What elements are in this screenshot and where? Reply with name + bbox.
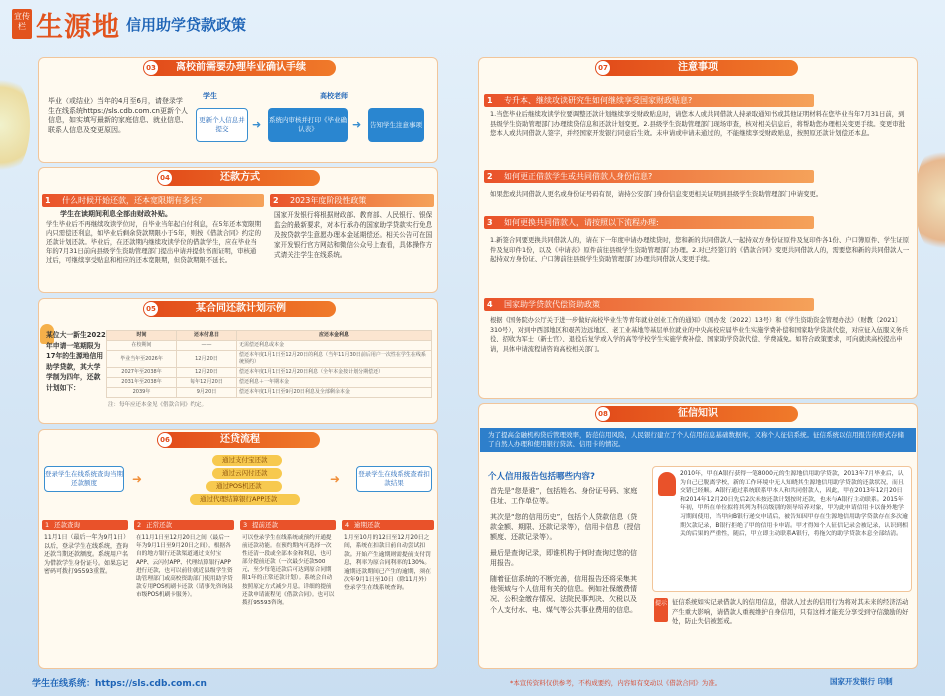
note4-header: 4 国家助学贷款代偿资助政策 (484, 298, 814, 311)
notify-student-box: 告知学生注意事项 (368, 108, 424, 142)
section-03-header: 03 离校前需要办理毕业确认手续 (146, 60, 336, 76)
arrow-icon: ➜ (252, 118, 262, 131)
section-05-header: 05 某合同还款计划示例 (146, 301, 336, 317)
step-early-header: 3 提前还款 (240, 520, 336, 530)
credit-question: 个人信用报告包括哪些内容? (488, 472, 595, 482)
credit-bullet: 其次是“您的信用历史”，包括个人贷款信息（贷款金额、期限、还款记录等），信用卡信息（授信额度、还款记录等）。 (490, 513, 641, 542)
printer-credit: 国家开发银行 印制 (830, 677, 893, 686)
brand-title: 生源地 (36, 11, 120, 43)
credit-bullet: 最后是查询记录，即谁机构于何时查询过您的信用报告。 (490, 549, 637, 568)
pay-unionpay: 通过云闪付还款 (212, 468, 282, 479)
pay-pos: 通过POS机还款 (206, 481, 282, 492)
step-early-text: 可以登录学生在线系统或预约开通提前还款功能。在预约期内可选择一次性还清一段或全部本金和利息，也可部分提前还款（一次最少还款500元，至少每笔还款后可达到原合同期限1年的正常还款计划）。系统会自动按照原定方式减少月息。详细的提前还款申请流程见《借款合同》。也可以拨打95593咨询。 (242, 535, 335, 606)
note1-header: 1 专升本、继续攻读研究生如何继续享受国家财政贴息? (484, 94, 814, 107)
subtitle: 信用助学贷款政策 (126, 15, 247, 34)
tag-badge: 宣传栏 (12, 9, 32, 39)
table-header: 应还本金利息 (237, 331, 432, 341)
section-04-header: 04 还款方式 (160, 170, 320, 186)
section-03-text: 毕业（或结业）当年的4月至6月，请登录学生在线系统https://sls.cdb.com.cn更新个人信息，如实填写最新的家庭信息、就业信息、联系人信息及变更原因。 (48, 97, 188, 134)
policy-2023-text: 国家开发银行将根据财政部、教育部、人民银行、银保监会的最新要求，对本行承办的国家助学贷款实行免息及按贷款学生意愿办理本金延期偿还。相关公告可在国家开发银行官方网站和微信公众号上查看，具体操作方式请关注学生在线系统。 (274, 211, 433, 259)
repay-start-bold: 学生在读期间利息全部由财政补贴。 (60, 210, 172, 218)
table-header: 还本付息日 (177, 331, 237, 341)
arrow-icon: ➜ (330, 472, 341, 486)
query-amount-box: 登录学生在线系统查询当期还款额度 (44, 466, 124, 492)
tip-badge: 提示 (654, 598, 668, 622)
policy-2023-header: 2 2023年度阶段性政策 (270, 194, 434, 207)
case-text: 2010年，甲在A银行获得一笔8000元的生源地信用助学贷款，2013年7月毕业后，认为自己已脱离学校，新的工作环境中无人知晓其生源地信用助学贷款的还款状况，而且交错已经顺。A银行通过系统联系甲本人和共同借款人，因此，甲在2013年12月20日和2014年12月20日先后2次未按还款计划按时还款，也未与A银行主动联系。2015年年初，甲所在单位拟将其列为科员级别的领导培养对象，甲为此申请信用卡以备外地学习期间使用，当甲向B银行递交申请后，被告知因甲存在生源地信用助学贷款存在多次逾期欠款记录，B银行拒绝了甲的信用卡申请。甲才得知个人征信记录会被记录，认识到相关的后果的严重性，随后，甲立即主动联系A银行，将拖欠的助学贷款本息全部结清。 (680, 471, 908, 538)
pay-bank-app: 通过代理结算银行APP还款 (190, 494, 300, 505)
step-normal-text: 在11月1日至12月20日之间（最后一年为9月1日至9月20日之间），根据各自的地方银行还款渠道通过支付宝APP、云闪付APP、代理结算银行APP进行还款，也可以前往就近县级学生资助管理部门或高校资助部门使用助学贷款专用POS机刷卡还款（请事先咨询县市级POS机刷卡服务）。 (136, 535, 233, 599)
example-intro: 某位大一新生2022年申请一笔期限为17年的生源地信用助学贷款，其大学学制为四年，还款计划如下： (46, 331, 106, 392)
step-query-text: 11月1日（最后一年为9月1日）以后，登录学生在线系统，查询还款当期还款额度。系统用户名为借款学生身份证号。如果忘记密码可拨打95593重置。 (44, 534, 129, 576)
section-07-header: 07 注意事项 (598, 60, 798, 76)
table-row: 2039年 9月20日 偿还本年度1月1日至9月20日利息及全部剩余本金 (107, 388, 432, 398)
update-info-box: 更新个人信息并提交 (196, 108, 248, 142)
repay-start-header: 1 什么时候开始还款，还本宽限期有多长? (42, 194, 264, 207)
page-title (12, 6, 246, 42)
disclaimer: *本宣传资料仅供参考，不构成要约，内容如有变动以《借款合同》为准。 (510, 679, 722, 687)
review-print-box: 系统内审核并打印《毕业确认表》 (268, 108, 348, 142)
tip-text: 征信系统如实记录借款人的信用信息，借款人过去的信用行为将对其未来的经济活动产生重大影响，请借款人重视维护自身信用，只有这样才能充分享受到守信激励的好处，防止失信被惩戒。 (672, 598, 909, 626)
table-row: 2031年至2038年 每年12月20日 偿还利息＋一年期本金 (107, 378, 432, 388)
section-06-header: 06 还贷流程 (160, 432, 320, 448)
table-header: 时间 (107, 331, 177, 341)
step-query-header: 1 还款查询 (42, 520, 128, 530)
credit-bullet: 随着征信系统的不断完善，信用报告还将采集其他领域与个人信用有关的信息。例如社保缴费情况、公积金缴存情况、法院民事判决、欠税以及个人支付水、电、煤气等公共事业费用的信息。 (490, 575, 637, 614)
note2-text: 如果您或共同借款人更名或身份证号码有误，请持公安部门身份信息变更相关证明到县级学生资助管理部门申请变更。 (490, 190, 823, 198)
step-overdue-text: 1月至10月的12日至12月20日之间，系统在扣款日前自动尝试扣款。开始产生逾期则需提前支付罚息，利率为原合同利率的130%。逾期还款期间已产生的逾期，须在次年9月1日至10日（除11月外）登录学生在线系统查询。 (344, 535, 431, 592)
table-row: 毕业当年至2026年 12月20日 偿还本年度1月1日至12月20日的利息（当年11月30日前后用户一次性在学生在线系统预约） (107, 351, 432, 368)
table-row: 在校期间 —— 无需偿还利息或本金 (107, 341, 432, 351)
student-label: 学生 (203, 92, 217, 100)
credit-bullet: 首先是“您是谁”，包括姓名、身份证号码、家庭住址、工作单位等。 (490, 487, 638, 506)
arrow-icon: ➜ (132, 472, 143, 486)
step-overdue-header: 4 逾期还款 (342, 520, 434, 530)
repayment-table (106, 330, 432, 410)
step-normal-header: 2 正常还款 (134, 520, 234, 530)
table-note: 注：每年应还本金见《借款合同》约定。 (108, 402, 208, 408)
person-icon (658, 472, 676, 496)
note3-header: 3 如何更换共同借款人，请按照以下流程办理: (484, 216, 814, 229)
view-result-box: 登录学生在线系统查看扣款结果 (356, 466, 432, 492)
footer-url[interactable]: 学生在线系统：https://sls.cdb.com.cn (32, 679, 207, 689)
note1-text: 1.当您毕业后继续攻读学位要调整还款计划继续享受财政贴息时，请您本人或共同借款人持录取通知书或其他证明材料在您毕业当年7月31日前，到县级学生资助管理部门办理续贷信息和还款计划变更。2.县级学生资助管理部门现场审查，核对相关信息后，将帮助您办理相关变更手续。变更审批您本人或共同借款人签字，并经国家开发银行同意后生效。未申请或申请未通过的，不能继续享受财政贴息，按照原还款计划偿还本息。 (490, 110, 906, 138)
table-row: 2027年至2038年 12月20日 偿还本年度1月1日至12月20日利息（全年本金按计划分期偿还） (107, 368, 432, 378)
section-08-header: 08 征信知识 (598, 406, 798, 422)
credit-intro: 为了提高金融机构贷后管理效率，防范信用风险，人民银行建立了个人信用信息基础数据库，又称个人征信系统。征信系统以信用报告的形式存储了自然人办理和使用银行贷款、信用卡的情况。 (480, 428, 916, 452)
arrow-icon: ➜ (352, 118, 362, 131)
note4-text: 根据《国务院办公厅关于进一步做好高校毕业生等青年就业创业工作的通知》（国办发〔2022〕13号）和《学生资助资金管理办法》（财教〔2021〕310号），对到中西部地区和艰苦边远地区、老工业基地等基层单位就业的中央高校应届毕业生实施学费补偿和国家助学贷款代偿，对应征入伍服义务兵役、招收为军士（新士官）、退役后复学或入学的高等学校学生实施学费补偿、国家助学贷款代偿、学费减免。如符合政策要求，可向就读高校提出申请，具体申请流程请咨询高校相关部门。 (490, 317, 909, 353)
teacher-label: 高校老师 (320, 92, 348, 100)
note2-header: 2 如何更正借款学生或共同借款人身份信息? (484, 170, 814, 183)
pay-alipay: 通过支付宝还款 (212, 455, 282, 466)
repay-start-text: 学生毕业后不再继续攻读学位时，自毕业当年起自付利息，在5年还本宽限期内只需偿还利息，如毕业后剩余贷款期限小于5年，则按《借款合同》约定的还款计划还款。毕业后，在还款期内继续攻读学位的借款学生，应在毕业当年的7月31日前向县级学生资助管理部门提出申请并提供书面证明，审核通过后，可继续享受贴息和相应的还本宽限期，但贷款期限不延长。 (46, 220, 261, 264)
note3-text: 1.新签合同要更换共同借款人的，请在下一年度申请办理续贷时，您和新的共同借款人一起持双方身份证原件及复印件各1份、户口簿原件、学生证原件及复印件1份，以及《申请表》原件前往县级学生资助管理部门办理。2.对已经签订的《借款合同》变更共同借款人的，需要您和新的共同借款人一起持双方身份证、户口簿前往县级学生资助管理部门办理共同借款人变更手续。 (490, 236, 910, 264)
